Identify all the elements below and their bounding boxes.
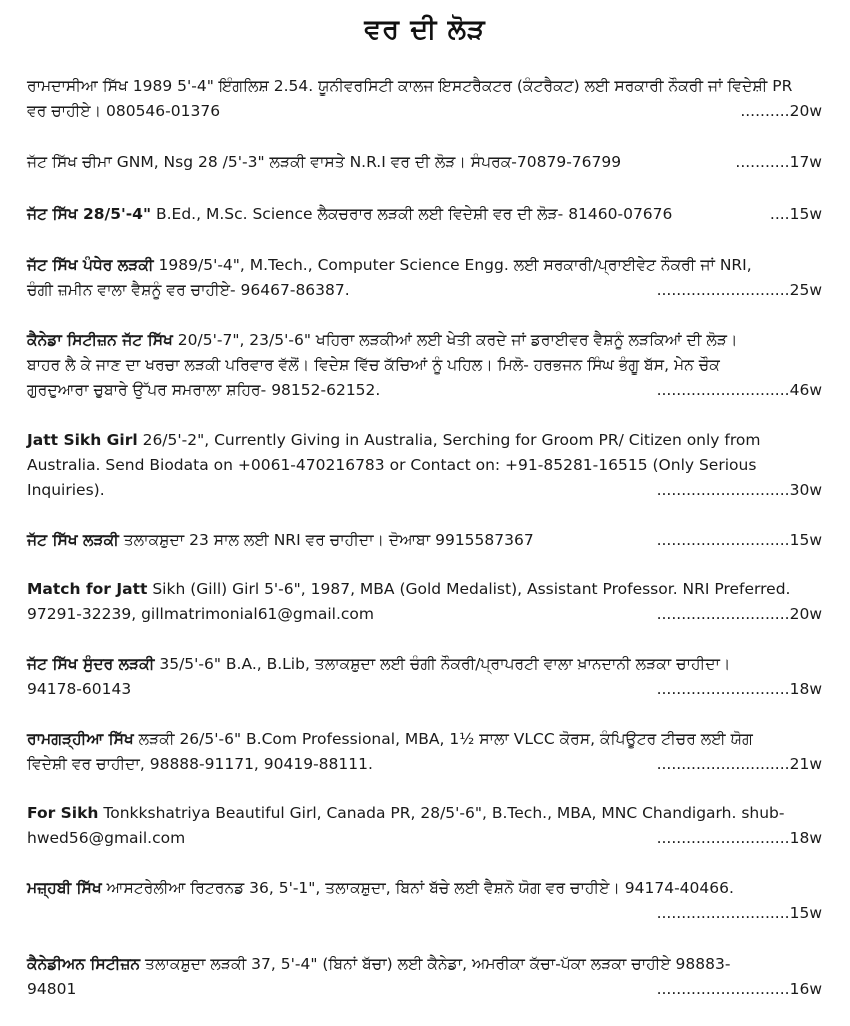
classified-ad (27, 577, 822, 627)
classified-ad (27, 652, 822, 702)
ad-lead: ਜੱਟ ਸਿੱਖ ਸੁੰਦਰ ਲੜਕੀ (27, 655, 155, 673)
ad-line: Sikh (Gill) Girl 5'-6", 1987, MBA (Gold Medalist), Assistant Professor. NRI Preferred. (147, 580, 791, 598)
ad-price: ...........................15w (656, 531, 822, 549)
classified-ad (27, 150, 822, 175)
ad-line: ਆਸਟਰੇਲੀਆ ਰਿਟਰਨਡ 36, 5'-1", ਤਲਾਕਸ਼ੁਦਾ, ਬਿਨਾਂ ਬੱਚੇ ਲਈ ਵੈਸ਼ਨੋ ਯੋਗ ਵਰ ਚਾਹੀਏ। 94174-40466. (101, 879, 734, 897)
classified-ad (27, 428, 822, 503)
ad-line: ਵਰ ਚਾਹੀਏ। 080546-01376 (27, 102, 221, 120)
ad-price: ...........................16w (656, 980, 822, 998)
ad-line: ਵਿਦੇਸ਼ੀ ਵਰ ਚਾਹੀਦਾ, 98888-91171, 90419-88111. (27, 755, 373, 773)
ad-line: Australia. Send Biodata on +0061-470216783 or Contact on: +91-85281-16515 (Only Serious (27, 456, 757, 474)
page-title: ਵਰ ਦੀ ਲੋੜ (364, 14, 486, 45)
ad-line: 94178-60143 (27, 680, 132, 698)
ad-price: ...........................46w (656, 381, 822, 399)
ad-price: ....15w (769, 205, 822, 223)
ad-price: ...........................18w (656, 829, 822, 847)
ad-line: 20/5'-7", 23/5'-6" ਖਹਿਰਾ ਲੜਕੀਆਂ ਲਈ ਖੇਤੀ ਕਰਦੇ ਜਾਂ ਡਰਾਈਵਰ ਵੈਸ਼ਨੂੰ ਲੜਕਿਆਂ ਦੀ ਲੋੜ। (172, 331, 738, 349)
ad-price: ...........17w (735, 153, 822, 171)
ad-line: ਚੰਗੀ ਜ਼ਮੀਨ ਵਾਲਾ ਵੈਸ਼ਨੂੰ ਵਰ ਚਾਹੀਏ- 96467-86387. (27, 281, 350, 299)
ad-line: ਤਲਾਕਸ਼ੁਦਾ ਲੜਕੀ 37, 5'-4" (ਬਿਨਾਂ ਬੱਚਾ) ਲਈ ਕੈਨੇਡਾ, ਅਮਰੀਕਾ ਕੱਚਾ-ਪੱਕਾ ਲੜਕਾ ਚਾਹੀਏ 98883- (140, 955, 731, 973)
ad-lead: Match for Jatt (27, 580, 148, 598)
ad-lead: ਕੈਨੇਡੀਅਨ ਸਿਟੀਜ਼ਨ (27, 955, 141, 973)
ad-lead: ਜੱਟ ਸਿੱਖ ਲੜਕੀ (27, 531, 119, 549)
ad-price: ...........................20w (656, 605, 822, 623)
ad-line: 94801 (27, 980, 77, 998)
classified-ad (27, 528, 822, 553)
ad-price: ...........................21w (656, 755, 822, 773)
ad-lead: Jatt Sikh Girl (27, 431, 138, 449)
ad-line: 26/5'-2", Currently Giving in Australia, Serching for Groom PR/ Citizen only from (137, 431, 761, 449)
ad-lead: For Sikh (27, 804, 99, 822)
ad-lead: ਕੈਨੇਡਾ ਸਿਟੀਜ਼ਨ ਜੱਟ ਸਿੱਖ (27, 331, 173, 349)
ad-email[interactable]: hwed56@gmail.com (27, 829, 186, 847)
ad-line: ਤਲਾਕਸ਼ੁਦਾ 23 ਸਾਲ ਲਈ NRI ਵਰ ਚਾਹੀਦਾ। ਦੋਆਬਾ 9915587367 (118, 531, 534, 549)
ad-line: 1989/5'-4", M.Tech., Computer Science Engg. ਲਈ ਸਰਕਾਰੀ/ਪ੍ਰਾਈਵੇਟ ਨੌਕਰੀ ਜਾਂ NRI, (153, 256, 752, 274)
classified-ad (27, 952, 822, 1002)
ad-line: ਬਾਹਰ ਲੈ ਕੇ ਜਾਣ ਦਾ ਖਰਚਾ ਲੜਕੀ ਪਰਿਵਾਰ ਵੱਲੋਂ। ਵਿਦੇਸ਼ ਵਿੱਚ ਕੱਚਿਆਂ ਨੂੰ ਪਹਿਲ। ਮਿਲੋ- ਹਰਭਜਨ ਸਿੰਘ ਭੰਗੂ ਬੱਸ, ਮੇਨ ਚੌਕ (27, 356, 720, 374)
ad-lead: ਮਜ਼੍ਹਬੀ ਸਿੱਖ (27, 879, 102, 897)
ad-line: B.Ed., M.Sc. Science ਲੈਕਚਰਾਰ ਲੜਕੀ ਲਈ ਵਿਦੇਸ਼ੀ ਵਰ ਦੀ ਲੋੜ- 81460-07676 (151, 205, 673, 223)
ad-line: ਜੱਟ ਸਿੱਖ ਚੀਮਾ GNM, Nsg 28 /5'-3" ਲੜਕੀ ਵਾਸਤੇ N.R.I ਵਰ ਦੀ ਲੋੜ। ਸੰਪਰਕ-70879-76799 (27, 153, 622, 171)
classified-ad (27, 328, 822, 403)
ad-line: 35/5'-6" B.A., B.Lib, ਤਲਾਕਸ਼ੁਦਾ ਲਈ ਚੰਗੀ ਨੌਕਰੀ/ਪ੍ਰਾਪਰਟੀ ਵਾਲਾ ਖ਼ਾਨਦਾਨੀ ਲੜਕਾ ਚਾਹੀਦਾ। (154, 655, 731, 673)
ad-line: Inquiries). (27, 481, 105, 499)
classified-ad (27, 74, 822, 124)
ad-line: ਲੜਕੀ 26/5'-6" B.Com Professional, MBA, 1½ ਸਾਲਾ VLCC ਕੋਰਸ, ਕੰਪਿਊਟਰ ਟੀਚਰ ਲਈ ਯੋਗ (133, 730, 753, 748)
ad-lead: ਜੱਟ ਸਿੱਖ 28/5'-4" (27, 205, 152, 223)
ad-line: ਰਾਮਦਾਸੀਆ ਸਿੱਖ 1989 5'-4" ਇੰਗਲਿਸ਼ 2.54. ਯੂਨੀਵਰਸਿਟੀ ਕਾਲਜ ਇਸਟਰੈਕਟਰ (ਕੰਟਰੈਕਟ) ਲਈ ਸਰਕਾਰੀ ਨੌਕਰੀ ਜਾਂ ਵਿਦੇਸ਼ੀ PR (27, 77, 793, 95)
ad-lead: ਜੱਟ ਸਿੱਖ ਪੰਧੇਰ ਲੜਕੀ (27, 256, 154, 274)
classified-ad (27, 253, 822, 303)
classified-ad (27, 876, 822, 926)
ad-price: ...........................30w (656, 481, 822, 499)
classified-ad (27, 801, 822, 851)
ad-line: Tonkkshatriya Beautiful Girl, Canada PR, 28/5'-6", B.Tech., MBA, MNC Chandigarh. shub- (98, 804, 785, 822)
ad-lead: ਰਾਮਗੜ੍ਹੀਆ ਸਿੱਖ (27, 730, 134, 748)
classified-ad (27, 202, 822, 227)
ad-email[interactable]: 97291-32239, gillmatrimonial61@gmail.com (27, 605, 374, 623)
ad-line: ਗੁਰਦੁਆਰਾ ਚੁਬਾਰੇ ਉੱਪਰ ਸਮਰਾਲਾ ਸ਼ਹਿਰ- 98152-62152. (27, 381, 381, 399)
ad-price: ...........................25w (656, 281, 822, 299)
ad-price: ...........................18w (656, 680, 822, 698)
ad-price: ...........................15w (656, 904, 822, 922)
ad-price: ..........20w (740, 102, 822, 120)
classified-ad (27, 727, 822, 777)
